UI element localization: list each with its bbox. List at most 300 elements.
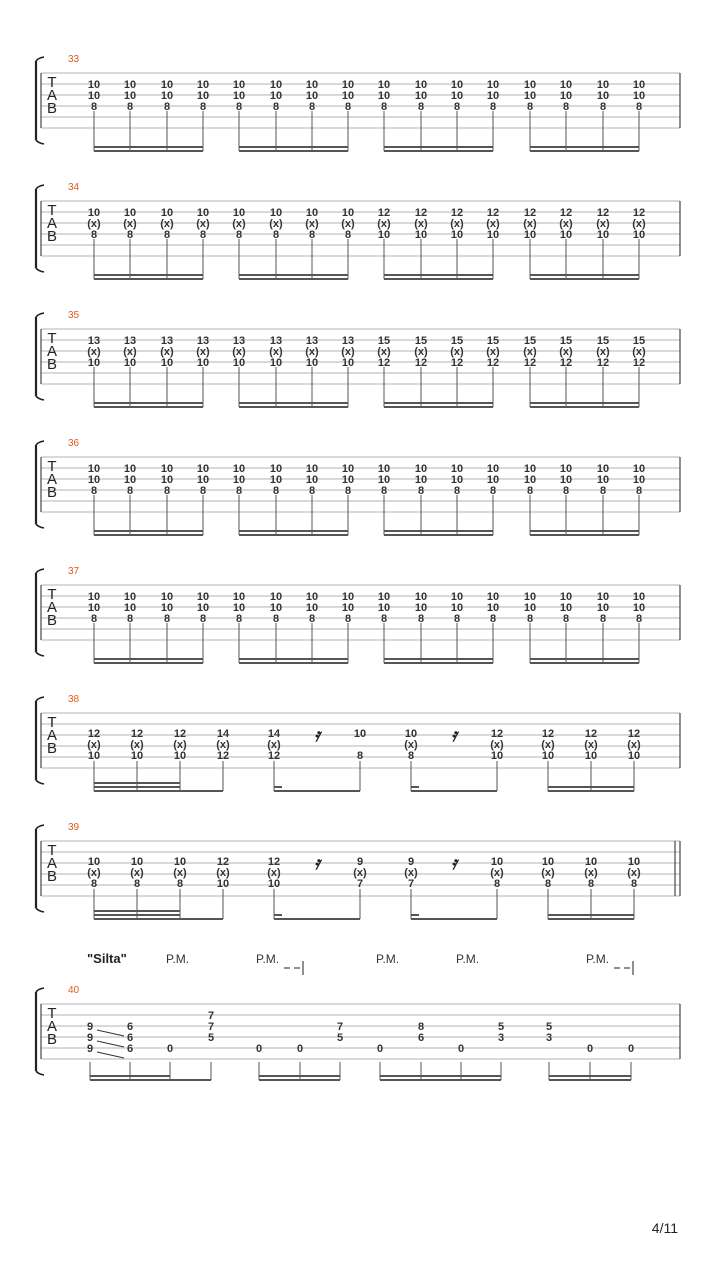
fret-number: (x) [414,346,428,358]
fret-number: 10 [130,856,144,868]
fret-number: 10 [196,207,210,219]
fret-number: 12 [450,207,464,219]
fret-number: 0 [457,1043,465,1055]
bracket-hook-top [36,185,44,189]
fret-number: 10 [414,474,428,486]
fret-number: 10 [160,207,174,219]
fret-number: 12 [377,207,391,219]
tab-clef-letter: A [46,471,58,488]
fret-number: 10 [196,474,210,486]
bracket-hook-bottom [36,1071,44,1075]
fret-number: 8 [163,101,171,113]
fret-number: 10 [160,474,174,486]
fret-number: 8 [489,101,497,113]
tab-clef-letter: T [47,1005,57,1022]
fret-number: 8 [272,485,280,497]
measure-number: 39 [68,822,80,833]
fret-number: 10 [404,728,418,740]
fret-number: 10 [450,229,464,241]
fret-number: 10 [486,602,500,614]
fret-number: 10 [414,79,428,91]
fret-number: 10 [305,90,319,102]
fret-number: (x) [627,739,641,751]
measure-number: 40 [68,985,80,996]
fret-number: 10 [232,602,246,614]
tab-clef-letter: A [46,727,58,744]
fret-number: (x) [87,739,101,751]
fret-number: 10 [232,591,246,603]
fret-number: 10 [269,463,283,475]
fret-number: 5 [545,1021,553,1033]
fret-number: 10 [123,79,137,91]
fret-number: 10 [87,750,101,762]
fret-number: 10 [269,207,283,219]
fret-number: 10 [377,229,391,241]
tab-clef-letter: A [46,855,58,872]
fret-number: 10 [632,79,646,91]
tab-clef-letter: T [47,458,57,475]
fret-number: 10 [87,591,101,603]
fret-number: 8 [308,613,316,625]
fret-number: 10 [87,90,101,102]
fret-number: (x) [267,867,281,879]
fret-number: 10 [596,79,610,91]
bracket-hook-top [36,569,44,573]
fret-number: 10 [559,229,573,241]
fret-number: 8 [489,485,497,497]
fret-number: 8 [562,485,570,497]
palm-mute-label: P.M. [256,952,280,966]
fret-number: 5 [497,1021,505,1033]
fret-number: 10 [632,90,646,102]
tab-clef-letter: B [46,100,58,117]
fret-number: 8 [90,229,98,241]
fret-number: 15 [523,335,537,347]
fret-number: 8 [235,229,243,241]
fret-number: 8 [489,613,497,625]
fret-number: 12 [523,207,537,219]
fret-number: (x) [160,218,174,230]
fret-number: 10 [87,79,101,91]
fret-number: (x) [523,218,537,230]
fret-number: 8 [526,485,534,497]
fret-number: 10 [123,90,137,102]
fret-number: 13 [341,335,355,347]
fret-number: 13 [87,335,101,347]
fret-number: 12 [414,357,428,369]
fret-number: (x) [232,218,246,230]
fret-number: 10 [596,591,610,603]
fret-number: 10 [486,591,500,603]
fret-number: 5 [207,1032,215,1044]
fret-number: (x) [196,346,210,358]
fret-number: 12 [523,357,537,369]
fret-number: (x) [584,867,598,879]
bracket-hook-top [36,441,44,445]
fret-number: (x) [305,218,319,230]
fret-number: 10 [305,591,319,603]
fret-number: 8 [380,101,388,113]
tab-clef-letter: B [46,868,58,885]
fret-number: 3 [545,1032,553,1044]
fret-number: 12 [632,207,646,219]
bracket-hook-top [36,313,44,317]
fret-number: 8 [126,613,134,625]
fret-number: 10 [596,90,610,102]
fret-number: 12 [596,207,610,219]
fret-number: 10 [584,856,598,868]
fret-number: 8 [417,613,425,625]
fret-number: 10 [596,602,610,614]
fret-number: 12 [87,728,101,740]
page-number: 4/11 [651,1220,678,1236]
fret-number: 12 [486,357,500,369]
bracket-hook-bottom [36,780,44,784]
bracket-hook-bottom [36,652,44,656]
fret-number: (x) [269,218,283,230]
fret-number: 10 [490,750,504,762]
fret-number: 10 [305,357,319,369]
tab-clef-letter: A [46,599,58,616]
fret-number: 8 [90,613,98,625]
fret-number: 8 [635,485,643,497]
fret-number: (x) [87,346,101,358]
fret-number: 8 [199,613,207,625]
fret-number: 6 [126,1021,134,1033]
fret-number: 0 [255,1043,263,1055]
fret-number: (x) [541,867,555,879]
fret-number: 8 [356,750,364,762]
fret-number: 12 [596,357,610,369]
fret-number: 8 [176,878,184,890]
fret-number: 10 [196,602,210,614]
fret-number: 8 [526,101,534,113]
fret-number: 10 [353,728,367,740]
fret-number: 8 [235,613,243,625]
fret-number: 10 [559,463,573,475]
fret-number: 10 [486,463,500,475]
fret-number: 10 [559,591,573,603]
bracket-hook-top [36,988,44,992]
fret-number: 9 [86,1043,94,1055]
tab-clef-letter: B [46,484,58,501]
fret-number: 10 [450,474,464,486]
fret-number: 10 [414,602,428,614]
fret-number: 8 [199,101,207,113]
fret-number: 8 [163,485,171,497]
fret-number: (x) [523,346,537,358]
fret-number: 10 [450,463,464,475]
fret-number: 10 [584,750,598,762]
fret-number: (x) [559,218,573,230]
fret-number: 10 [450,79,464,91]
fret-number: 15 [559,335,573,347]
fret-number: 8 [344,613,352,625]
fret-number: 8 [344,101,352,113]
fret-number: (x) [305,346,319,358]
fret-number: (x) [490,739,504,751]
fret-number: 10 [232,207,246,219]
fret-number: 15 [486,335,500,347]
fret-number: (x) [87,867,101,879]
fret-number: 8 [235,485,243,497]
fret-number: (x) [632,346,646,358]
fret-number: 8 [453,485,461,497]
fret-number: 10 [541,750,555,762]
fret-number: 12 [486,207,500,219]
fret-number: 9 [86,1021,94,1033]
fret-number: 15 [377,335,391,347]
measure-number: 38 [68,694,80,705]
fret-number: 8 [630,878,638,890]
fret-number: 12 [584,728,598,740]
fret-number: 10 [269,357,283,369]
fret-number: 12 [627,728,641,740]
fret-number: 10 [269,474,283,486]
fret-number: 0 [627,1043,635,1055]
fret-number: (x) [377,346,391,358]
tab-clef-letter: A [46,87,58,104]
fret-number: 10 [632,463,646,475]
bracket-hook-top [36,697,44,701]
fret-number: 10 [341,591,355,603]
fret-number: 8 [587,878,595,890]
fret-number: 8 [90,485,98,497]
fret-number: 8 [599,613,607,625]
fret-number: 10 [632,229,646,241]
fret-number: 10 [160,90,174,102]
fret-number: 10 [377,90,391,102]
fret-number: 8 [272,101,280,113]
fret-number: 15 [414,335,428,347]
fret-number: (x) [232,346,246,358]
measure-number: 34 [68,182,80,193]
bracket-hook-top [36,57,44,61]
fret-number: 8 [308,101,316,113]
fret-number: 10 [414,90,428,102]
fret-number: 7 [336,1021,344,1033]
fret-number: (x) [216,739,230,751]
fret-number: 8 [562,101,570,113]
fret-number: 10 [196,591,210,603]
fret-number: 10 [196,90,210,102]
fret-number: 8 [344,229,352,241]
fret-number: 8 [344,485,352,497]
bracket-hook-bottom [36,396,44,400]
tab-clef-letter: T [47,714,57,731]
fret-number: 10 [341,79,355,91]
fret-number: 10 [160,591,174,603]
fret-number: 15 [450,335,464,347]
fret-number: 10 [87,463,101,475]
fret-number: (x) [486,346,500,358]
fret-number: 8 [308,485,316,497]
fret-number: 8 [90,878,98,890]
fret-number: (x) [541,739,555,751]
fret-number: 10 [232,463,246,475]
fret-number: (x) [341,218,355,230]
fret-number: 10 [267,878,281,890]
fret-number: 8 [199,229,207,241]
fret-number: (x) [123,218,137,230]
fret-number: (x) [173,867,187,879]
fret-number: 10 [450,602,464,614]
fret-number: 10 [559,90,573,102]
slide-line [97,1030,124,1058]
tab-clef-letter: T [47,74,57,91]
tab-clef-letter: B [46,1031,58,1048]
fret-number: 10 [559,79,573,91]
fret-number: 10 [627,856,641,868]
fret-number: 8 [199,485,207,497]
fret-number: 12 [267,750,281,762]
fret-number: 8 [493,878,501,890]
fret-number: 7 [407,878,415,890]
fret-number: 10 [305,602,319,614]
fret-number: 8 [163,229,171,241]
fret-number: 0 [296,1043,304,1055]
fret-number: 10 [523,79,537,91]
fret-number: (x) [596,346,610,358]
fret-number: 12 [173,728,187,740]
fret-number: 10 [450,90,464,102]
fret-number: 12 [130,728,144,740]
fret-number: 10 [160,79,174,91]
fret-number: 8 [562,613,570,625]
tab-clef-letter: A [46,215,58,232]
tab-clef-letter: B [46,228,58,245]
fret-number: 10 [232,357,246,369]
fret-number: 10 [450,591,464,603]
fret-number: 10 [627,750,641,762]
measure-number: 35 [68,310,80,321]
fret-number: 8 [417,101,425,113]
measure-number: 37 [68,566,80,577]
fret-number: (x) [377,218,391,230]
fret-number: 10 [559,602,573,614]
fret-number: 12 [559,357,573,369]
fret-number: 13 [160,335,174,347]
fret-number: 10 [490,856,504,868]
fret-number: 12 [414,207,428,219]
fret-number: 0 [166,1043,174,1055]
fret-number: 10 [123,474,137,486]
fret-number: (x) [196,218,210,230]
fret-number: 13 [305,335,319,347]
fret-number: 8 [380,485,388,497]
fret-number: 10 [305,463,319,475]
fret-number: 15 [632,335,646,347]
fret-number: 10 [305,207,319,219]
fret-number: 0 [376,1043,384,1055]
fret-number: 8 [90,101,98,113]
fret-number: (x) [130,867,144,879]
fret-number: 8 [133,878,141,890]
fret-number: 10 [196,463,210,475]
fret-number: (x) [404,739,418,751]
fret-number: 10 [173,750,187,762]
fret-number: 6 [126,1032,134,1044]
fret-number: 8 [126,485,134,497]
fret-number: 10 [523,474,537,486]
tab-clef-letter: A [46,1018,58,1035]
tab-clef-letter: B [46,356,58,373]
fret-number: 8 [126,229,134,241]
fret-number: 10 [87,474,101,486]
fret-number: 10 [87,602,101,614]
fret-number: 10 [160,602,174,614]
fret-number: (x) [596,218,610,230]
fret-number: 10 [414,463,428,475]
fret-number: 10 [123,357,137,369]
fret-number: (x) [450,346,464,358]
fret-number: (x) [130,739,144,751]
fret-number: (x) [404,867,418,879]
fret-number: 10 [523,591,537,603]
fret-number: 10 [541,856,555,868]
fret-number: 9 [356,856,364,868]
measure-number: 36 [68,438,80,449]
fret-number: (x) [353,867,367,879]
fret-number: 8 [453,613,461,625]
fret-number: 10 [232,90,246,102]
fret-number: 10 [377,602,391,614]
tab-clef-letter: T [47,586,57,603]
fret-number: 10 [87,207,101,219]
fret-number: 10 [269,90,283,102]
fret-number: 10 [341,357,355,369]
fret-number: (x) [123,346,137,358]
fret-number: 10 [173,856,187,868]
fret-number: (x) [87,218,101,230]
fret-number: (x) [486,218,500,230]
fret-number: (x) [173,739,187,751]
sixteenth-rest: 𝄿 [451,853,457,874]
fret-number: 10 [305,79,319,91]
fret-number: 12 [267,856,281,868]
fret-number: 3 [497,1032,505,1044]
fret-number: 10 [486,90,500,102]
fret-number: 8 [272,613,280,625]
tab-clef-letter: T [47,842,57,859]
fret-number: 9 [86,1032,94,1044]
fret-number: 10 [341,207,355,219]
palm-mute-label: P.M. [586,952,610,966]
fret-number: 8 [544,878,552,890]
fret-number: 10 [632,602,646,614]
fret-number: 10 [305,474,319,486]
fret-number: 10 [341,602,355,614]
fret-number: 10 [123,602,137,614]
fret-number: 15 [596,335,610,347]
fret-number: 10 [486,79,500,91]
fret-number: 10 [269,591,283,603]
fret-number: (x) [632,218,646,230]
fret-number: (x) [490,867,504,879]
fret-number: 10 [414,229,428,241]
fret-number: 10 [377,79,391,91]
fret-number: (x) [627,867,641,879]
bracket-hook-bottom [36,524,44,528]
fret-number: 10 [523,463,537,475]
fret-number: 10 [160,463,174,475]
bracket-hook-bottom [36,268,44,272]
fret-number: 10 [486,229,500,241]
sixteenth-rest: 𝄿 [314,725,320,746]
fret-number: 13 [123,335,137,347]
fret-number: 10 [523,90,537,102]
fret-number: 10 [232,474,246,486]
